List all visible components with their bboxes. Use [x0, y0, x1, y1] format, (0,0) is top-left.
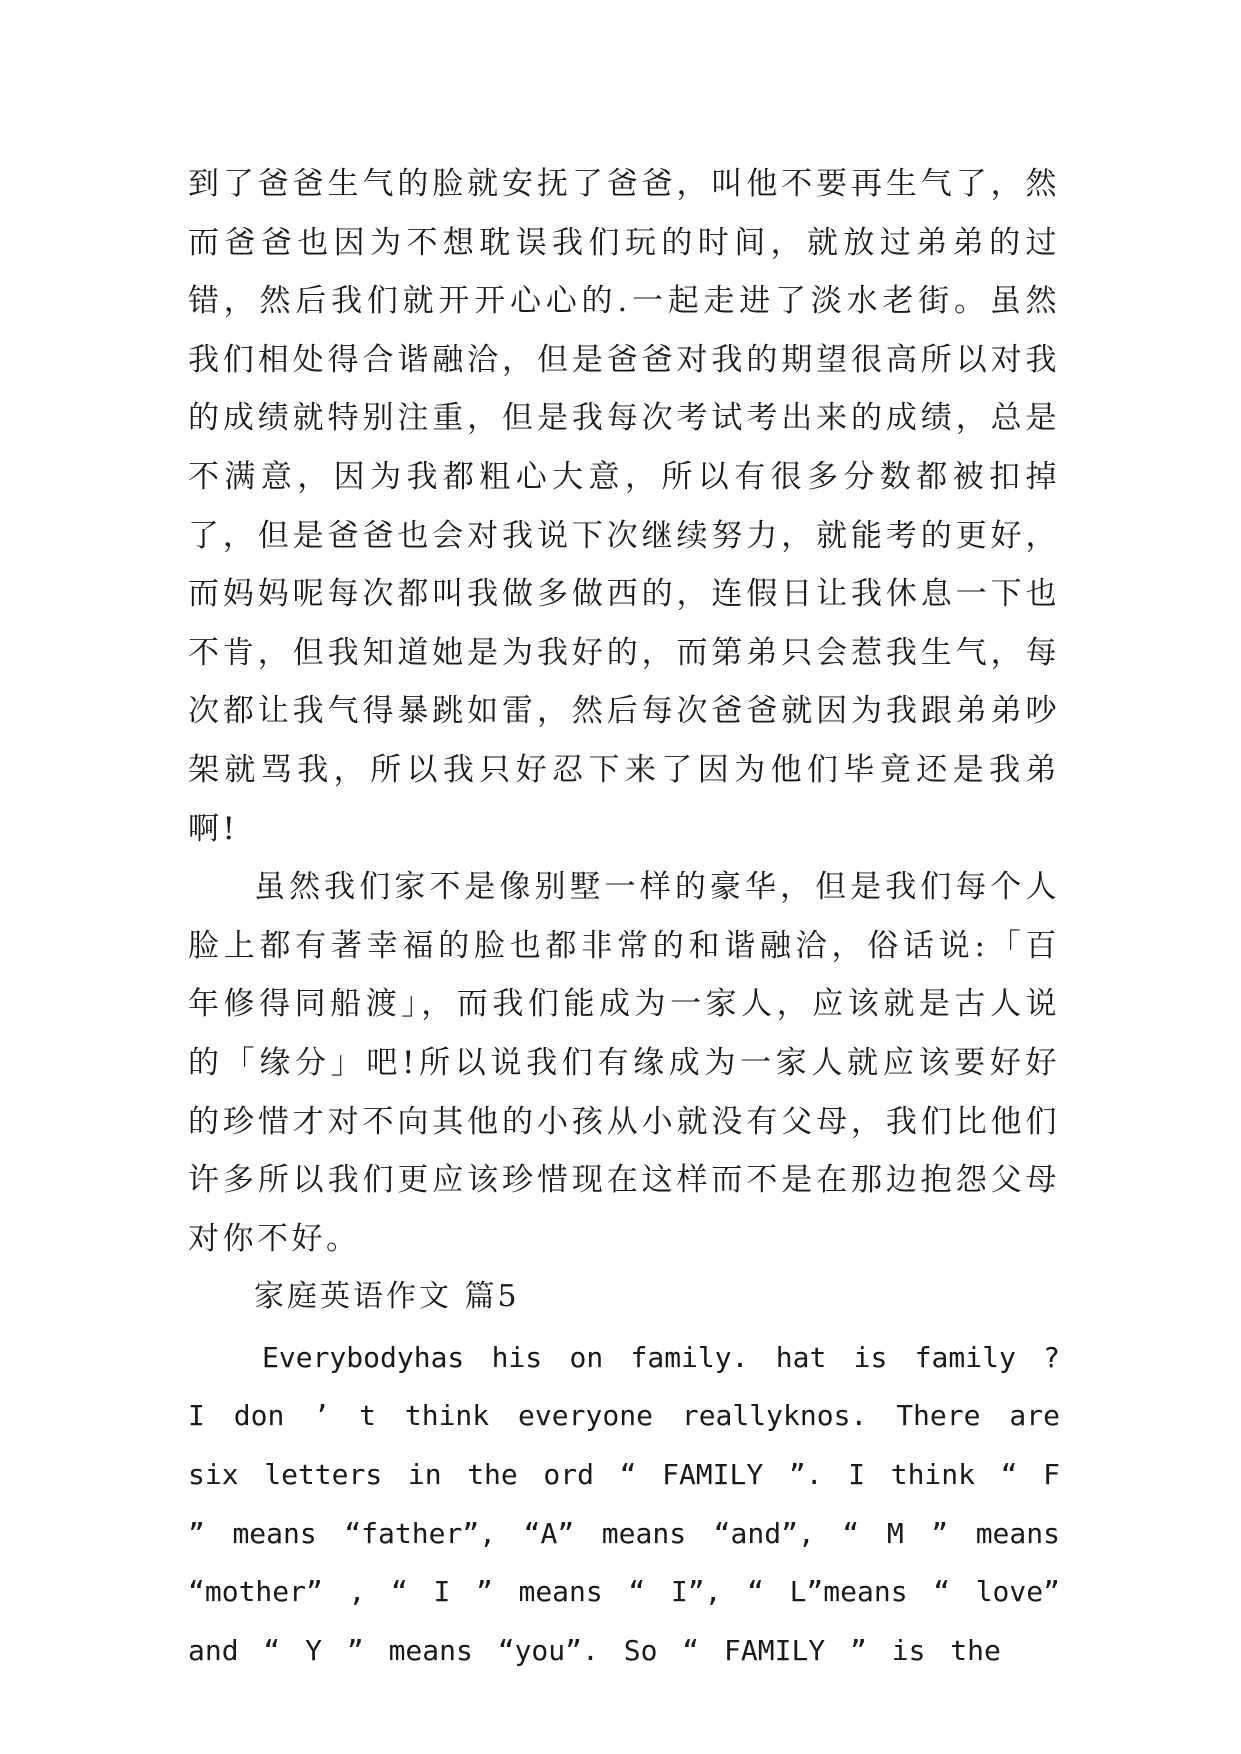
document-body	[188, 155, 1060, 1680]
section-heading: 家庭英语作文 篇5	[254, 1279, 520, 1315]
paragraph-english-essay: Everybodyhas his on family. hat is family ? I don ’ t think everyone reallyknos. There are six letters in the ord “ FAMILY ”. I think “ F ” means “father”, “A” means “and”, “ M ” means “mother” , “ I ” means “ I”, “ L”means “ love” and “ Y ” means “you”. So “ FAMILY ” is the	[188, 1340, 1060, 1667]
paragraph-family-harmony: 虽然我们家不是像别墅一样的豪华，但是我们每个人脸上都有著幸福的脸也都非常的和谐融洽，俗话说:「百年修得同船渡」，而我们能成为一家人，应该就是古人说的「缘分」吧!所以说我们有缘成为一家人就应该要好好的珍惜才对不向其他的小孩从小就没有父母，我们比他们许多所以我们更应该珍惜现在这样而不是在那边抱怨父母对你不好。	[188, 869, 1060, 1257]
paragraph-family-story: 到了爸爸生气的脸就安抚了爸爸，叫他不要再生气了，然而爸爸也因为不想耽误我们玩的时间，就放过弟弟的过错，然后我们就开开心心的.一起走进了淡水老街。虽然我们相处得合谐融洽，但是爸爸对我的期望很高所以对我的成绩就特别注重，但是我每次考试考出来的成绩，总是不满意，因为我都粗心大意，所以有很多分数都被扣掉了，但是爸爸也会对我说下次继续努力，就能考的更好，而妈妈呢每次都叫我做多做西的，连假日让我休息一下也不肯，但我知道她是为我好的，而第弟只会惹我生气，每次都让我气得暴跳如雷，然后每次爸爸就因为我跟弟弟吵架就骂我，所以我只好忍下来了因为他们毕竟还是我弟啊!	[188, 166, 1060, 847]
